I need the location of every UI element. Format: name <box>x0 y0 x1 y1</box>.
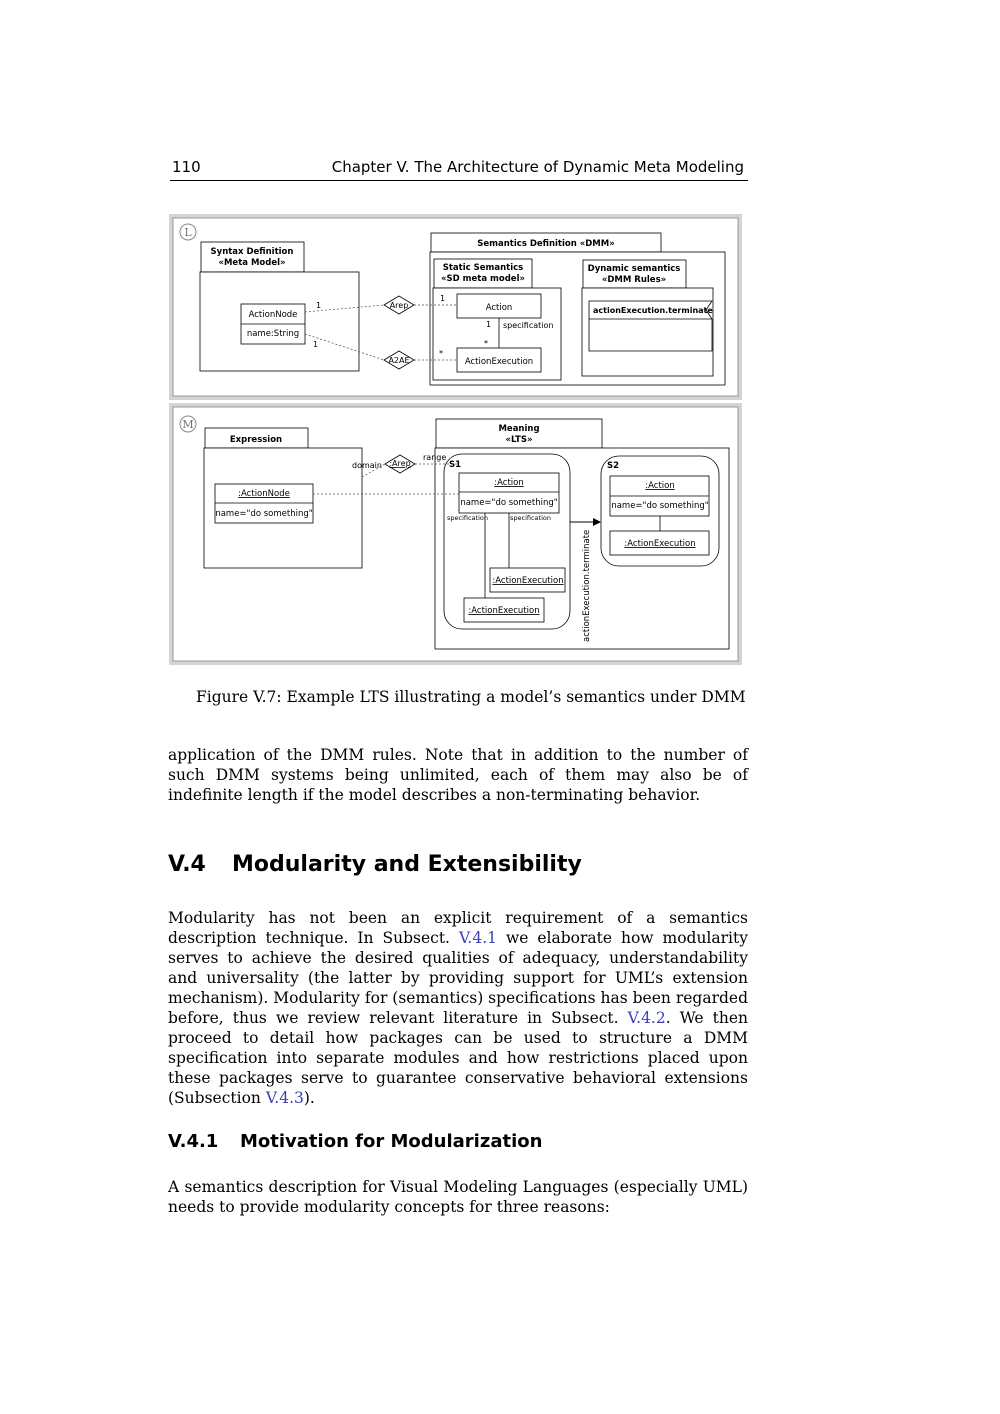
section-title: Modularity and Extensibility <box>232 852 582 877</box>
l-action-class: Action <box>485 303 513 313</box>
s2-action-attr: name="do something" <box>611 501 709 511</box>
ref-link-v42[interactable]: V.4.2 <box>627 1009 666 1027</box>
l-mult-execution: * <box>484 339 488 348</box>
paragraph-2 <box>168 908 748 1108</box>
l-mult-action: 1 <box>486 320 492 329</box>
paragraph-2-text-4: ). <box>303 1089 315 1107</box>
s2-execution-object: :ActionExecution <box>624 539 696 549</box>
m-range-label: range <box>423 453 447 462</box>
ref-link-v41[interactable]: V.4.1 <box>458 929 497 947</box>
expression-tab: Expression <box>229 435 283 445</box>
chapter-title: Chapter V. The Architecture of Dynamic Meta Modeling <box>331 158 744 176</box>
m-actionnode-attr: name="do something" <box>215 509 313 519</box>
m-actionnode-object: :ActionNode <box>238 489 290 499</box>
semantics-definition-package <box>430 233 725 385</box>
dmm-rule-name: actionExecution.terminate <box>593 306 713 315</box>
meaning-tab-line2: «LTS» <box>505 435 533 445</box>
state-s2-label: S2 <box>607 461 620 471</box>
l-arep-label: Arep <box>389 301 409 310</box>
m-arep-label: :Arep <box>389 459 411 468</box>
expression-package <box>204 428 362 568</box>
subsection-heading <box>168 1131 542 1152</box>
section-heading <box>168 852 582 877</box>
semantics-tab: Semantics Definition «DMM» <box>477 239 615 249</box>
l-actionnode-attr: name:String <box>246 329 300 339</box>
l-actionexecution-class: ActionExecution <box>464 357 534 367</box>
layer-l-marker-label: L <box>184 226 192 239</box>
l-mult-1b: 1 <box>313 340 319 349</box>
dynamic-tab-line2: «DMM Rules» <box>601 275 667 285</box>
paragraph-2-text-1: Modularity has not been an explicit requirement of a semantics description technique. In Subsect. <box>168 909 748 947</box>
m-domain-label: domain <box>352 461 382 470</box>
l-actionnode-class: ActionNode <box>248 310 298 320</box>
s1-execution-object-2: :ActionExecution <box>468 606 540 616</box>
paragraph-2-text-2: we elaborate how modularity serves to achieve the desired qualities of adequacy, understandability and universality (the latter by providing support for UML’s extension mechanism). Modularity for (semantics) specifications has been regarded before, thus we review relevant literature in Subsect. <box>168 929 748 1027</box>
layer-m-marker-label: M <box>182 418 194 431</box>
meaning-tab-line1: Meaning <box>498 424 540 434</box>
figure-caption: Figure V.7: Example LTS illustrating a model’s semantics under DMM <box>196 688 746 706</box>
figure-v7 <box>168 212 744 668</box>
l-specification-label: specification <box>503 321 554 330</box>
paragraph-2-text-3: . We then proceed to detail how packages can be used to structure a DMM specification into separate modules and how restrictions placed upon these packages serve to guarantee conservative behavioral extensions (Subsection <box>168 1009 748 1107</box>
s1-spec-left: specification <box>447 514 488 522</box>
s1-action-object: :Action <box>494 478 524 488</box>
l-a2ae-label: A2AE <box>388 356 410 365</box>
section-number: V.4 <box>168 852 206 877</box>
meaning-package <box>435 419 729 649</box>
s1-action-attr: name="do something" <box>460 498 558 508</box>
subsection-number: V.4.1 <box>168 1131 219 1152</box>
running-header <box>170 156 748 181</box>
ref-link-v43[interactable]: V.4.3 <box>265 1089 304 1107</box>
l-mult-star: * <box>439 349 443 358</box>
s1-spec-right: specification <box>510 514 551 522</box>
static-tab-line2: «SD meta model» <box>441 274 525 284</box>
syntax-tab-line2: «Meta Model» <box>218 258 286 268</box>
paragraph-3: A semantics description for Visual Modeling Languages (especially UML) needs to provide modularity concepts for three reasons: <box>168 1178 748 1216</box>
lts-transition-label: actionExecution.terminate <box>582 529 592 642</box>
subsection-title: Motivation for Modularization <box>240 1131 543 1152</box>
syntax-tab-line1: Syntax Definition <box>210 247 294 257</box>
l-mult-1c: 1 <box>440 294 446 303</box>
paragraph-1: application of the DMM rules. Note that in addition to the number of such DMM systems being unlimited, each of them may also be of indefinite length if the model describes a non-terminating behavior. <box>168 746 748 804</box>
static-tab-line1: Static Semantics <box>442 263 524 273</box>
dynamic-tab-line1: Dynamic semantics <box>587 264 681 274</box>
state-s1-label: S1 <box>449 460 462 470</box>
dmm-diagram <box>168 212 744 668</box>
l-mult-1a: 1 <box>316 301 322 310</box>
page-number: 110 <box>172 158 201 176</box>
s1-execution-object-1: :ActionExecution <box>492 576 564 586</box>
s2-action-object: :Action <box>645 481 675 491</box>
